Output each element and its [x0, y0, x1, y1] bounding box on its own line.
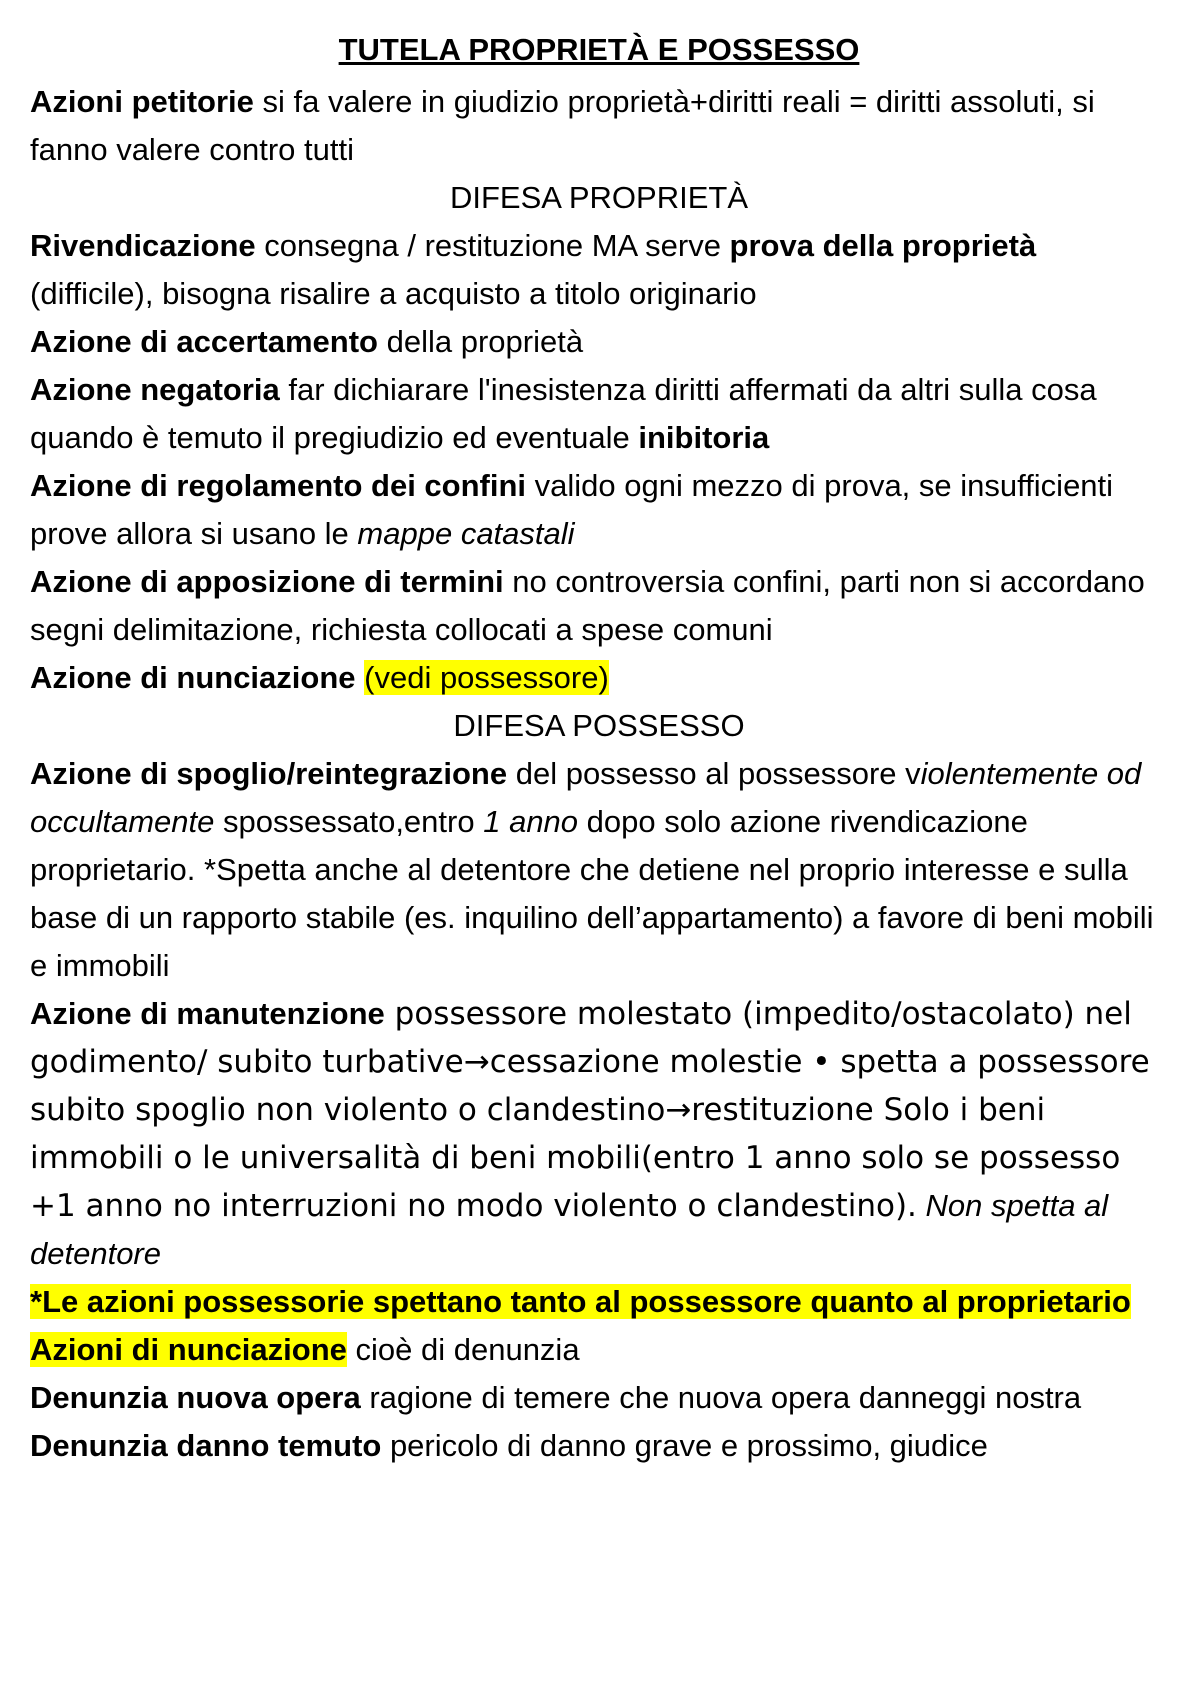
text-apposizione-termini: no controversia confini, parti non si accordano segni delimitazione, richiesta collocati a spese comuni	[30, 564, 1145, 647]
text-nuova-opera: ragione di temere che nuova opera danneggi nostra	[360, 1380, 1082, 1415]
text-mappe-catastali: mappe catastali	[357, 516, 575, 551]
term-accertamento: Azione di accertamento	[30, 324, 378, 359]
paragraph-azioni-petitorie	[30, 78, 1168, 174]
paragraph-azioni-nunciazione	[30, 1326, 1168, 1374]
document-title: TUTELA PROPRIETÀ E POSSESSO	[338, 32, 860, 67]
paragraph-spoglio	[30, 750, 1168, 990]
paragraph-nuova-opera	[30, 1374, 1168, 1422]
paragraph-negatoria	[30, 366, 1168, 462]
text-spoglio-italic-2: 1 anno	[483, 804, 579, 839]
term-nunciazione: Azione di nunciazione	[30, 660, 356, 695]
paragraph-rivendicazione	[30, 222, 1168, 318]
text-azioni-nunciazione: cioè di denunzia	[346, 1332, 580, 1367]
section-heading-difesa-possesso: DIFESA POSSESSO	[453, 708, 745, 743]
term-apposizione-termini: Azione di apposizione di termini	[30, 564, 504, 599]
term-manutenzione: Azione di manutenzione	[30, 996, 385, 1031]
term-negatoria: Azione negatoria	[30, 372, 280, 407]
text-azioni-petitorie: si fa valere in giudizio proprietà+diritti reali = diritti assoluti, si fanno valere contro tutti	[30, 84, 1095, 167]
text-regolamento-confini: valido ogni mezzo di prova, se insufficienti prove allora si usano le	[30, 468, 1114, 551]
text-rivendicazione-1: consegna / restituzione MA serve	[255, 228, 730, 263]
term-azioni-nunciazione: Azioni di nunciazione	[30, 1332, 347, 1367]
paragraph-apposizione-termini	[30, 558, 1168, 654]
term-danno-temuto: Denunzia danno temuto	[30, 1428, 382, 1463]
term-azioni-petitorie: Azioni petitorie	[30, 84, 254, 119]
text-manutenzione: possessore molestato (impedito/ostacolato) nel godimento/ subito turbative→cessazione molestie • spetta a possessore subito spoglio non violento o clandestino→restituzione Solo i beni immobili o le universalità di beni mobili(entro 1 anno solo se possesso +1 anno no interruzioni no modo violento o clandestino).	[30, 996, 1150, 1224]
paragraph-accertamento	[30, 318, 1168, 366]
term-inibitoria: inibitoria	[638, 420, 770, 455]
paragraph-manutenzione	[30, 990, 1168, 1278]
paragraph-azioni-possessorie	[30, 1278, 1168, 1326]
highlight-vedi-possessore: (vedi possessore)	[364, 660, 609, 695]
term-regolamento-confini: Azione di regolamento dei confini	[30, 468, 527, 503]
text-rivendicazione-2: (difficile), bisogna risalire a acquisto a titolo originario	[30, 276, 757, 311]
text-negatoria: far dichiarare l'inesistenza diritti affermati da altri sulla cosa quando è temuto il pregiudizio ed eventuale	[30, 372, 1097, 455]
text-accertamento: della proprietà	[377, 324, 584, 359]
text-spoglio-italic-1: iolentemente od occultamente	[30, 756, 1142, 839]
highlight-azioni-possessorie: *Le azioni possessorie spettano tanto al possessore quanto al proprietario	[30, 1284, 1131, 1319]
text-spoglio-1: del possesso al possessore v	[507, 756, 921, 791]
text-non-spetta-detentore: Non spetta al detentore	[30, 1188, 1109, 1271]
term-nuova-opera: Denunzia nuova opera	[30, 1380, 361, 1415]
term-spoglio: Azione di spoglio/reintegrazione	[30, 756, 508, 791]
paragraph-nunciazione	[30, 654, 1168, 702]
paragraph-regolamento-confini	[30, 462, 1168, 558]
term-rivendicazione: Rivendicazione	[30, 228, 256, 263]
text-spoglio-2: spossessato,entro	[214, 804, 484, 839]
section-heading-difesa-proprieta: DIFESA PROPRIETÀ	[449, 180, 748, 215]
text-spoglio-3: dopo solo azione rivendicazione proprietario. *Spetta anche al detentore che detiene nel proprio interesse e sulla base di un rapporto stabile (es. inquilino dell’appartamento) a favore di beni mobili e immobili	[30, 804, 1154, 983]
paragraph-danno-temuto	[30, 1422, 1168, 1470]
text-danno-temuto: pericolo di danno grave e prossimo, giudice	[381, 1428, 988, 1463]
term-prova-proprieta: prova della proprietà	[729, 228, 1037, 263]
